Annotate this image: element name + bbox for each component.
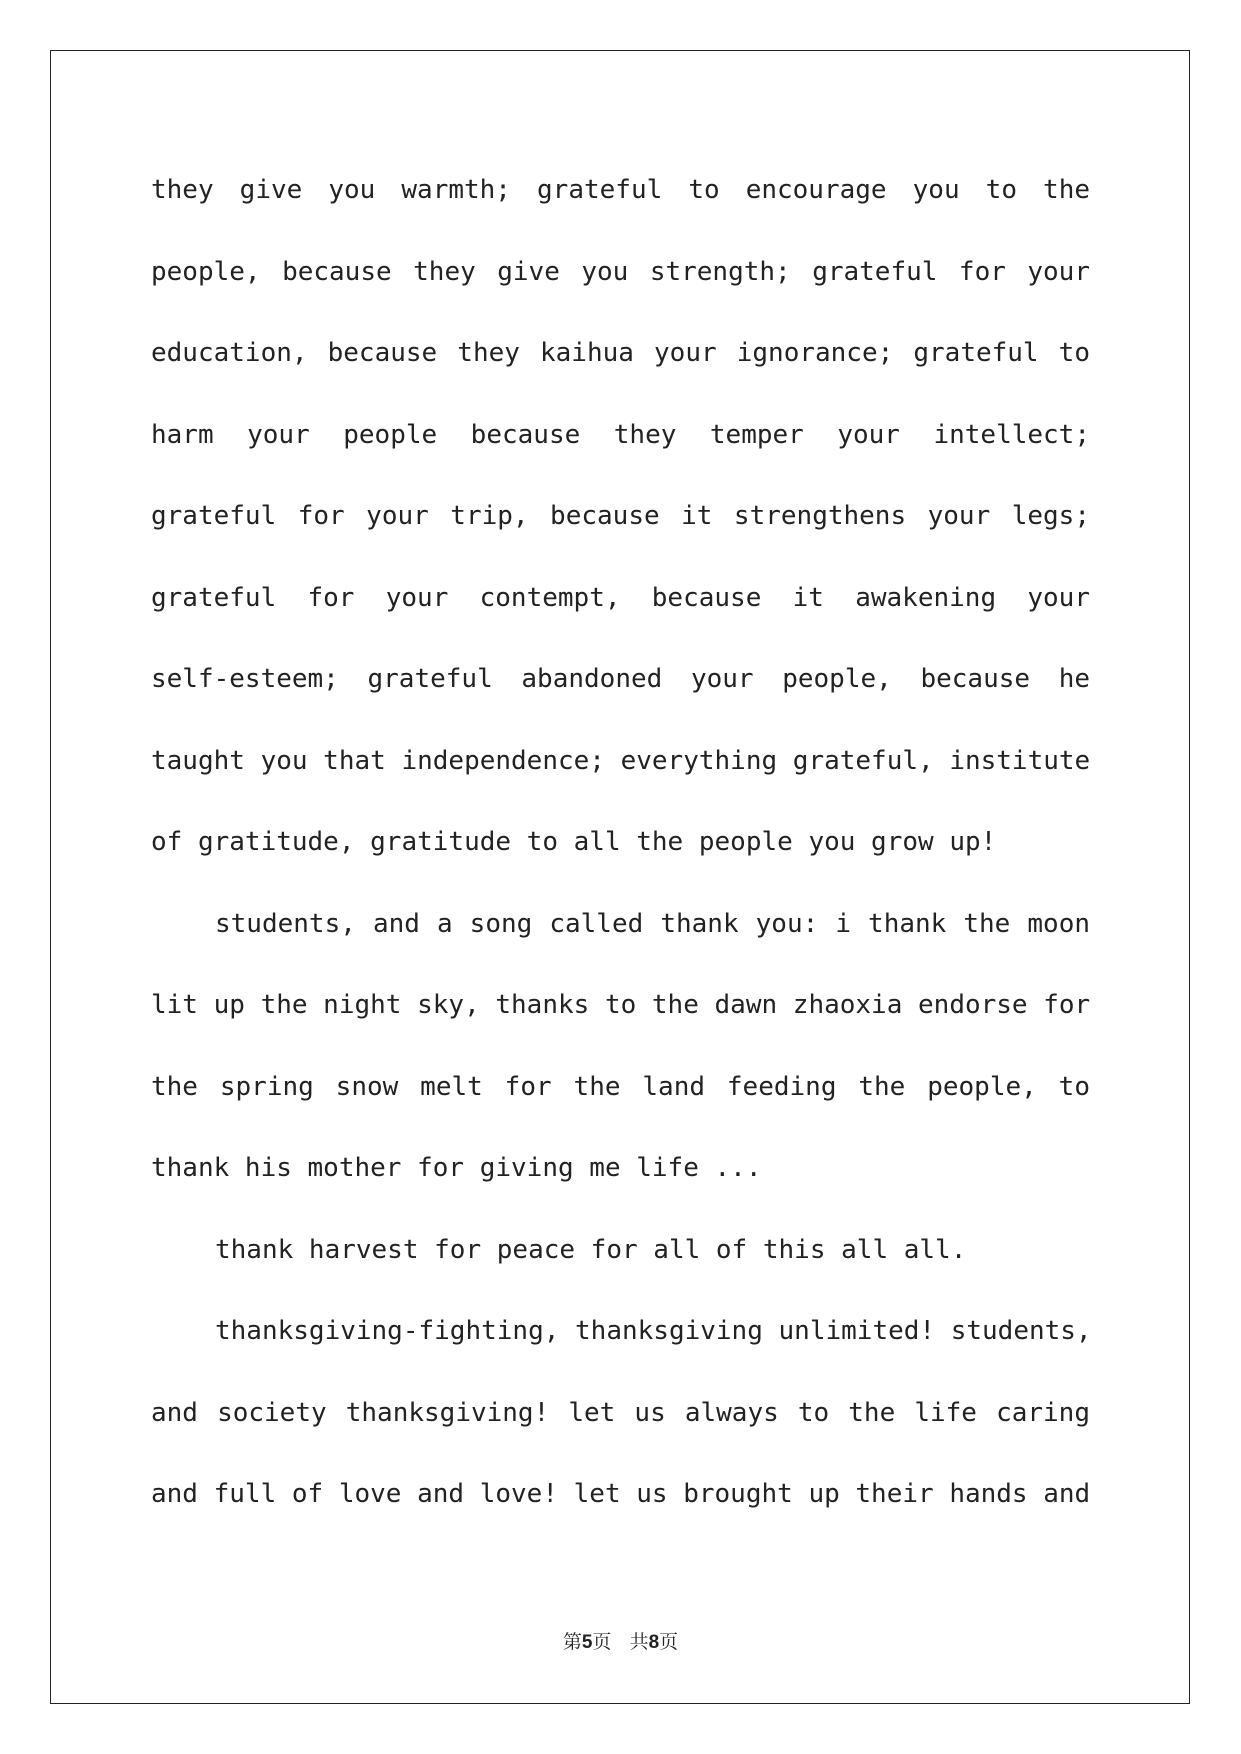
text-line: lit up the night sky, thanks to the dawn zhaoxia endorse for	[151, 990, 1091, 1020]
footer-total-suffix: 页	[659, 1631, 679, 1653]
text-line: thank harvest for peace for all of this all all.	[215, 1234, 967, 1265]
document-body	[151, 150, 1090, 1536]
text-line: of gratitude, gratitude to all the people you grow up!	[151, 827, 997, 857]
page-number-footer	[0, 1627, 1241, 1654]
text-line: education, because they kaihua your ignorance; grateful to	[151, 338, 1090, 368]
text-line: students, and a song called thank you: i thank the moon	[215, 908, 1090, 939]
text-line: grateful for your contempt, because it awakening your	[151, 582, 1090, 613]
text-line: the spring snow melt for the land feeding the people, to	[151, 1071, 1090, 1102]
text-line: harm your people because they temper your intellect;	[151, 419, 1090, 450]
text-line: thank his mother for giving me life ...	[151, 1153, 762, 1183]
footer-page-prefix: 第	[562, 1631, 582, 1653]
current-page-number: 5	[581, 1632, 593, 1653]
text-line: and full of love and love! let us brought up their hands and	[151, 1479, 1091, 1509]
text-line: and society thanksgiving! let us always to the life caring	[151, 1397, 1090, 1428]
footer-page-suffix: 页	[592, 1631, 612, 1653]
text-line: people, because they give you strength; grateful for your	[151, 256, 1090, 287]
text-line: grateful for your trip, because it strengthens your legs;	[151, 501, 1090, 531]
footer-total-prefix: 共	[629, 1631, 649, 1653]
text-line: self-esteem; grateful abandoned your people, because he	[151, 664, 1090, 694]
total-page-count: 8	[648, 1632, 660, 1653]
text-line: taught you that independence; everything grateful, institute	[151, 745, 1091, 776]
text-line: they give you warmth; grateful to encourage you to the	[151, 175, 1090, 205]
text-line: thanksgiving-fighting, thanksgiving unlimited! students,	[215, 1316, 1092, 1346]
